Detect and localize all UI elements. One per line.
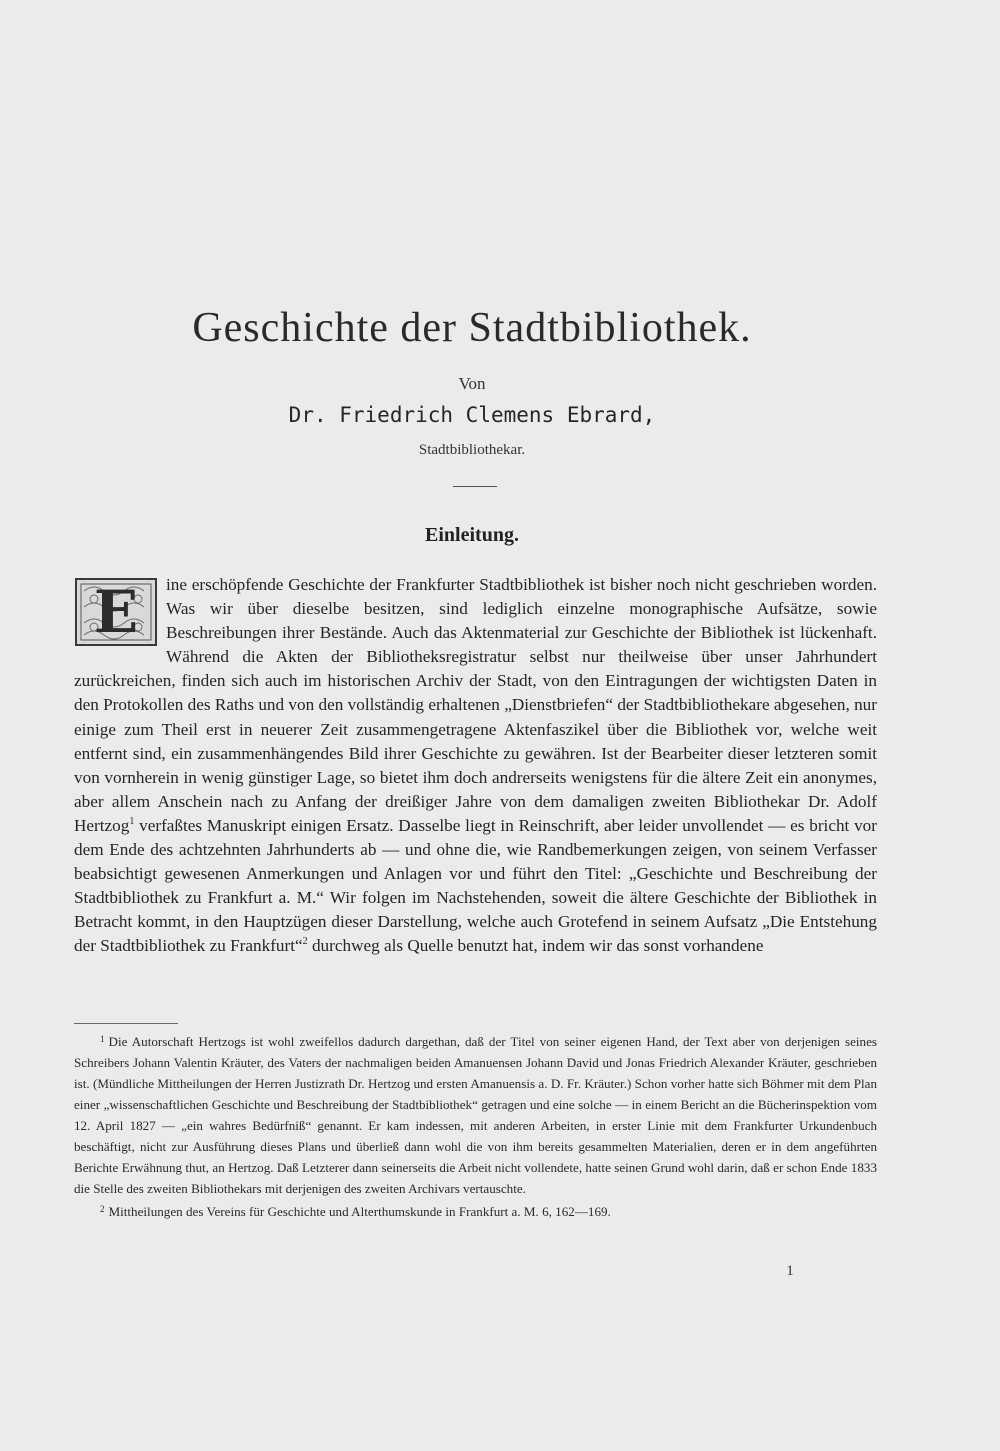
author-position: Stadtbibliothekar. (418, 442, 526, 458)
author-name: Dr. Friedrich Clemens Ebrard, (288, 403, 656, 427)
paragraph-text-part-3: durchweg als Quelle benutzt hat, indem wir das sonst vorhandene (307, 936, 764, 956)
footnote-text: Mittheilungen des Vereins für Geschichte und Alterthumskunde in Frankfurt a. M. 6, 162—169. (108, 1204, 611, 1219)
paragraph-text-part-1: ine erschöpfende Geschichte der Frankfurter Stadtbibliothek ist bisher noch nicht geschrieben worden. Was wir über dieselbe besitzen, sind lediglich einzelne monographische Aufsätze, sowie Beschreibungen ihrer Bestände. Auch das Aktenmaterial zur Geschichte der Bibliothek ist lückenhaft. Während die Akten der Bibliotheksregistratur selbst nur theilweise über unser Jahrhundert zurückreichen, finden sich auch im historischen Archiv der Stadt, von den Eintragungen der wichtigsten Daten in den Protokollen des Raths und von den vollständig erhaltenen „Dienstbriefen“ der Stadtbibliothekare abgesehen, nur einige zum Theil erst in neuerer Zeit zusammengetragene Aktenfaszikel über die Bibliothek vor, welche weit entfernt sind, ein zusammenhängendes Bild ihrer Geschichte zu gewähren. Ist der Bearbeiter dieser letzteren somit von vornherein in wenig günstiger Lage, so bietet ihm doch andrerseits wenigstens für die ältere Zeit ein anonymes, aber allem Anschein nach zu Anfang der dreißiger Jahre von dem damaligen zweiten Bibliothekar Dr. Adolf Hertzog (74, 575, 877, 835)
footnote-1 (74, 1029, 877, 1199)
footnote-mark: 1 (100, 1034, 105, 1044)
footnotes (74, 1029, 877, 1222)
footnote-divider (74, 1023, 178, 1024)
footnote-mark: 2 (100, 1204, 105, 1214)
footnote-ref-2[interactable]: 2 (302, 936, 308, 948)
initial-letter: E (93, 578, 139, 646)
page-title: Geschichte der Stadtbibliothek. (192, 305, 752, 351)
body-paragraph (74, 573, 877, 959)
section-heading: Einleitung. (425, 524, 519, 546)
footnote-ref-1[interactable]: 1 (129, 815, 135, 827)
footnote-2 (74, 1199, 877, 1222)
byline: Von (458, 374, 486, 393)
paragraph-text-part-2: verfaßtes Manuskript einigen Ersatz. Dasselbe liegt in Reinschrift, aber leider unvollendet — es bricht vor dem Ende des achtzehnten Jahrhunderts ab — und ohne die, wie Randbemerkungen zeigen, von seinem Verfasser beabsichtigt gewesenen Anmerkungen und Anlagen vor und führt den Titel: „Geschichte und Beschreibung der Stadtbibliothek zu Frankfurt a. M.“ Wir folgen im Nachstehenden, soweit die ältere Geschichte der Bibliothek in Betracht kommt, in den Hauptzügen dieser Darstellung, welche auch Grotefend in seinem Aufsatz „Die Entstehung der Stadtbibliothek zu Frankfurt“ (74, 815, 877, 956)
footnote-text: Die Autorschaft Hertzogs ist wohl zweifellos dadurch dargethan, daß der Titel von seiner eigenen Hand, der Text aber von derjenigen seines Schreibers Johann Valentin Kräuter, des Vaters der nachmaligen beiden Amanuensen Johann David und Jonas Friedrich Alexander Kräuter, geschrieben ist. (Mündliche Mittheilungen der Herren Justizrath Dr. Hertzog und ersten Amanuensis a. D. Fr. Kräuter.) Schon vorher hatte sich Böhmer mit dem Plan einer „wissenschaftlichen Geschichte und Beschreibung der Stadtbibliothek“ getragen und eine solche — in einem Bericht an die Bücherinspektion vom 12. April 1827 — „ein wahres Bedürfniß“ genannt. Er kam indessen, mit anderen Arbeiten, in erster Linie mit dem Frankfurter Urkundenbuch beschäftigt, nicht zur Ausführung dieses Plans und überließ dann wohl die von ihm bereits gesammelten Materialien, deren er in dem angeführten Berichte Erwähnung thut, an Hertzog. Daß Letzterer dann seinerseits die Arbeit nicht vollendete, hatte seinen Grund wohl darin, daß er schon Ende 1833 die Stelle des zweiten Bibliothekars mit derjenigen des zweiten Archivars vertauschte. (74, 1034, 877, 1196)
page-number: 1 (786, 1263, 794, 1279)
title-divider (453, 486, 497, 487)
decorated-initial (74, 577, 158, 647)
